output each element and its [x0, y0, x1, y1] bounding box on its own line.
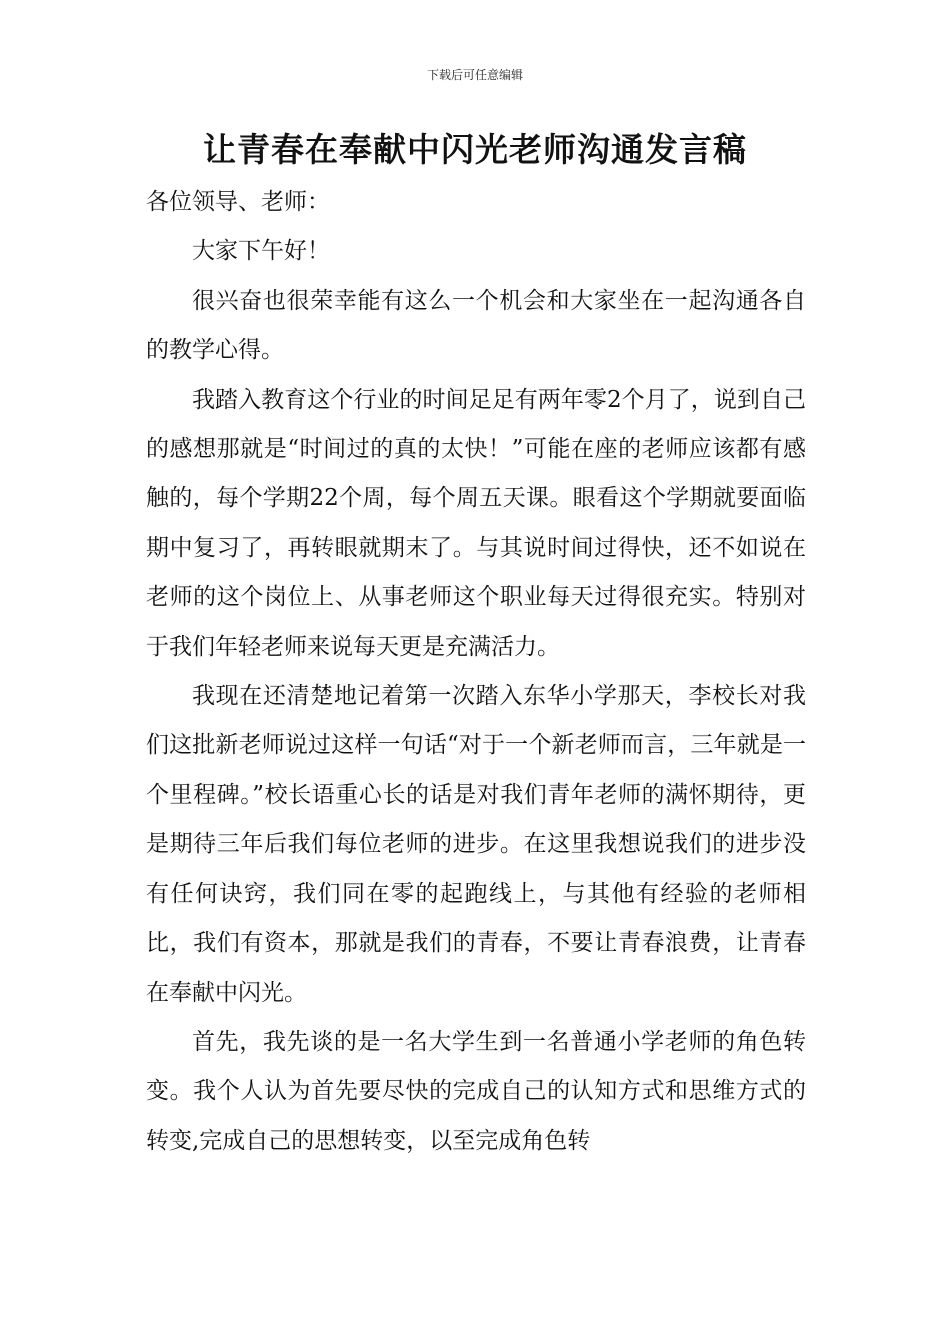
- paragraph-role-change: 首先，我先谈的是一名大学生到一名普通小学老师的角色转变。我个人认为首先要尽快的完成自己的认知方式和思维方式的转变,完成自己的思想转变，以至完成角色转: [146, 1028, 806, 1154]
- paragraph-opening: 很兴奋也很荣幸能有这么一个机会和大家坐在一起沟通各自的教学心得。: [146, 287, 806, 364]
- paragraph-principal-words: 我现在还清楚地记着第一次踏入东华小学那天，李校长对我们这批新老师说过这样一句话“对于一个新老师而言，三年就是一个里程碑。”校长语重心长的话是对我们青年老师的满怀期待，更是期待三年后我们每位老师的进步。在这里我想说我们的进步没有任何诀窍，我们同在零的起跑线上，与其他有经验的老师相比，我们有资本，那就是我们的青春，不要让青春浪费，让青春在奉献中闪光。: [146, 683, 806, 1006]
- salutation: 各位领导、老师：: [146, 189, 330, 215]
- header-note: 下载后可任意编辑: [426, 68, 523, 82]
- document-title: 让青春在奉献中闪光老师沟通发言稿: [203, 130, 747, 169]
- document-body: [146, 178, 806, 1166]
- paragraph-greeting: 大家下午好！: [192, 238, 330, 265]
- paragraph-time-reflection: 我踏入教育这个行业的时间足足有两年零2个月了，说到自己的感想那就是“时间过的真的太快！”可能在座的老师应该都有感触的，每个学期22个周，每个周五天课。眼看这个学期就要面临期中复习了，再转眼就期末了。与其说时间过得快，还不如说在老师的这个岗位上、从事老师这个职业每天过得很充实。特别对于我们年轻老师来说每天更是充满活力。: [146, 386, 806, 660]
